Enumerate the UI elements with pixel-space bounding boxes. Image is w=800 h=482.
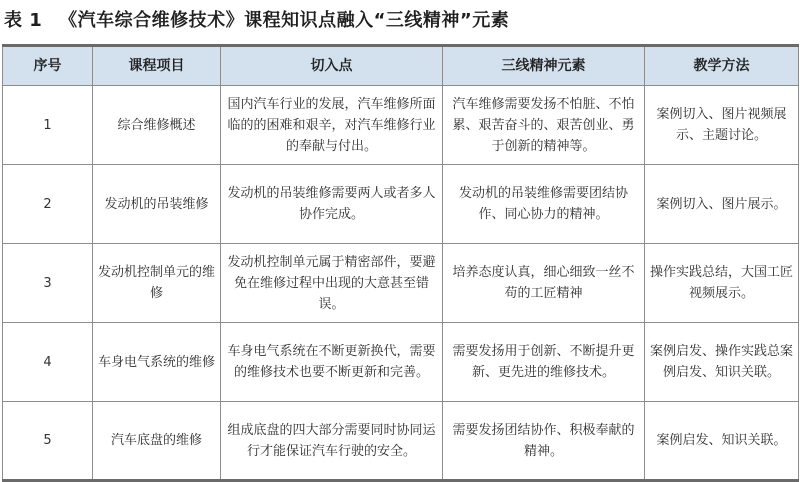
cell-project: 发动机的吊装维修	[93, 165, 221, 244]
cell-spirit-elements: 培养态度认真，细心细致一丝不苟的工匠精神	[443, 244, 645, 323]
header-spirit-elements: 三线精神元素	[443, 46, 645, 86]
cell-no: 1	[3, 86, 93, 165]
cell-no: 5	[3, 402, 93, 481]
table-title: 《汽车综合维修技术》课程知识点融入“三线精神”元素	[59, 10, 510, 31]
table-row	[3, 244, 799, 323]
table-number: 表 1	[4, 10, 43, 31]
cell-teaching-method: 案例切入、图片展示。	[645, 165, 799, 244]
cell-teaching-method: 操作实践总结，大国工匠视频展示。	[645, 244, 799, 323]
table-row	[3, 323, 799, 402]
header-no: 序号	[3, 46, 93, 86]
cell-spirit-elements: 汽车维修需要发扬不怕脏、不怕累、艰苦奋斗的、艰苦创业、勇于创新的精神等。	[443, 86, 645, 165]
cell-entry-point: 车身电气系统在不断更新换代，需要的维修技术也要不断更新和完善。	[221, 323, 443, 402]
table-row	[3, 165, 799, 244]
header-entry-point: 切入点	[221, 46, 443, 86]
cell-entry-point: 国内汽车行业的发展，汽车维修所面临的的困难和艰辛，对汽车维修行业的奉献与付出。	[221, 86, 443, 165]
cell-project: 车身电气系统的维修	[93, 323, 221, 402]
cell-project: 综合维修概述	[93, 86, 221, 165]
cell-teaching-method: 案例启发、知识关联。	[645, 402, 799, 481]
header-teaching-method: 教学方法	[645, 46, 799, 86]
cell-project: 发动机控制单元的维修	[93, 244, 221, 323]
course-table	[2, 44, 799, 482]
cell-project: 汽车底盘的维修	[93, 402, 221, 481]
cell-entry-point: 发动机的吊装维修需要两人或者多人协作完成。	[221, 165, 443, 244]
table-row	[3, 402, 799, 481]
table-row	[3, 86, 799, 165]
cell-spirit-elements: 需要发扬团结协作、积极奉献的精神。	[443, 402, 645, 481]
cell-entry-point: 发动机控制单元属于精密部件，要避免在维修过程中出现的大意甚至错误。	[221, 244, 443, 323]
cell-entry-point: 组成底盘的四大部分需要同时协同运行才能保证汽车行驶的安全。	[221, 402, 443, 481]
header-row	[3, 46, 799, 86]
cell-no: 2	[3, 165, 93, 244]
table-caption	[4, 6, 509, 32]
cell-teaching-method: 案例启发、操作实践总案例启发、知识关联。	[645, 323, 799, 402]
cell-teaching-method: 案例切入、图片视频展示、主题讨论。	[645, 86, 799, 165]
cell-spirit-elements: 需要发扬用于创新、不断提升更新、更先进的维修技术。	[443, 323, 645, 402]
header-project: 课程项目	[93, 46, 221, 86]
cell-no: 4	[3, 323, 93, 402]
cell-spirit-elements: 发动机的吊装维修需要团结协作、同心协力的精神。	[443, 165, 645, 244]
cell-no: 3	[3, 244, 93, 323]
